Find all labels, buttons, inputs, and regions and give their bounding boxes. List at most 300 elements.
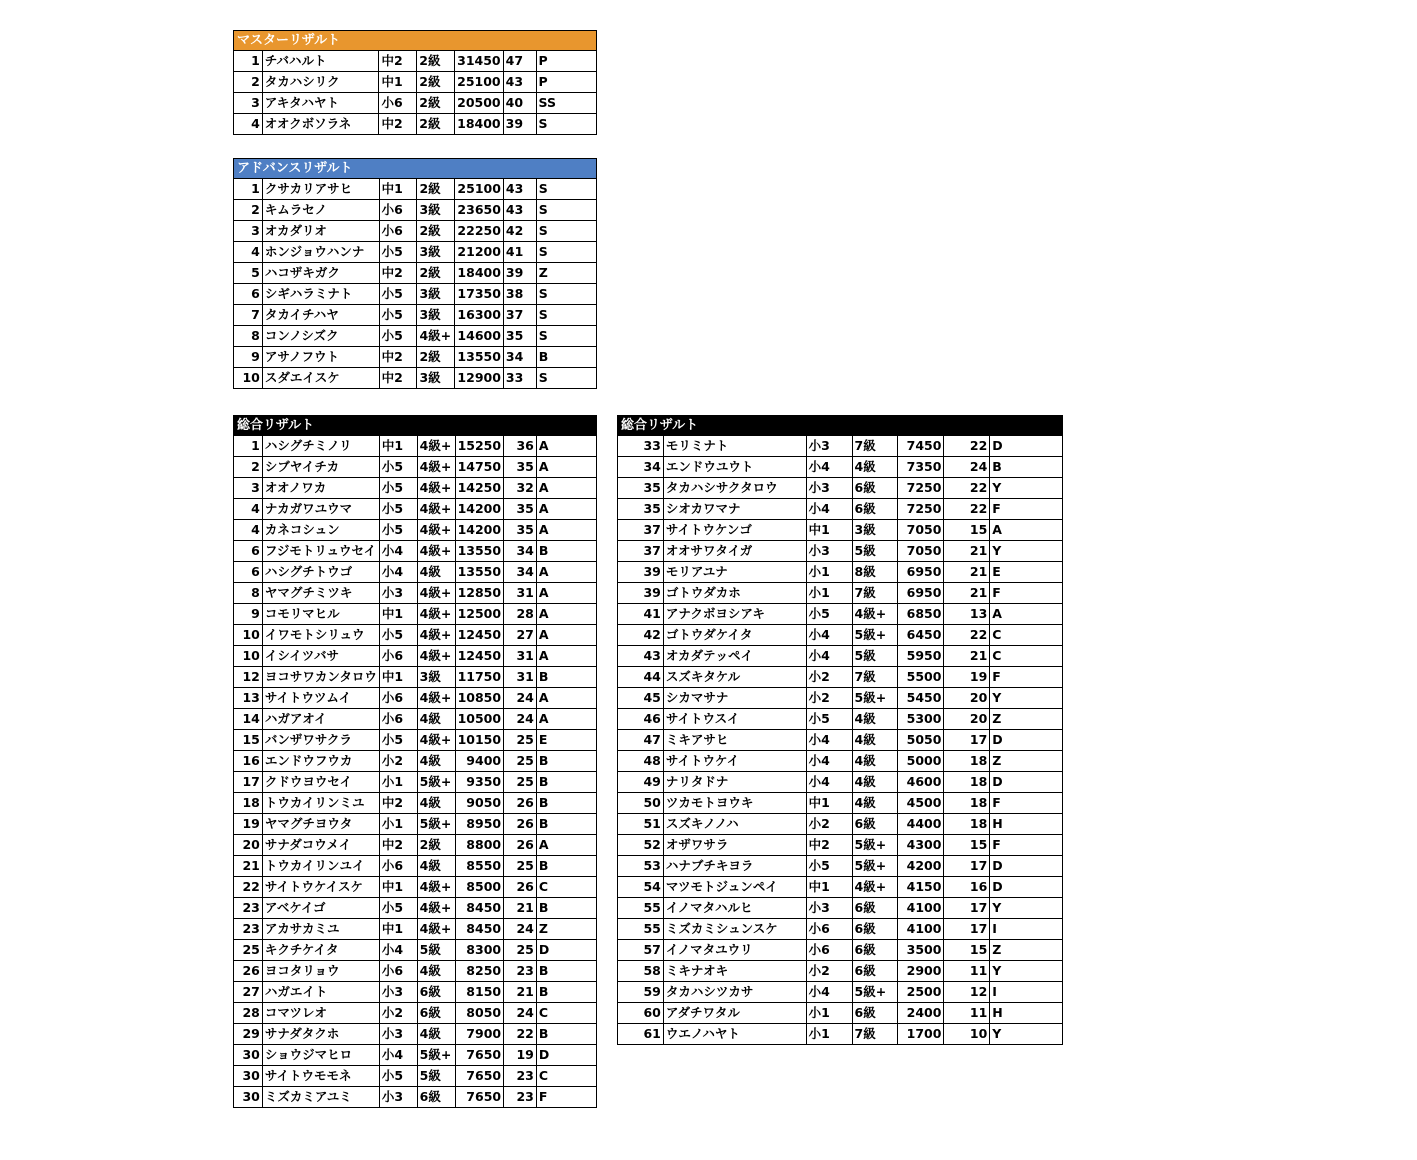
cell-rank: 55 xyxy=(618,919,664,940)
cell-name: トウカイリンミユ xyxy=(262,793,379,814)
cell-rank-letter: B xyxy=(536,898,596,919)
cell-rank: 15 xyxy=(234,730,263,751)
cell-score: 6450 xyxy=(898,625,944,646)
cell-rank: 25 xyxy=(234,940,263,961)
cell-count: 37 xyxy=(503,305,536,326)
cell-score: 12450 xyxy=(455,646,504,667)
cell-name: アキタハヤト xyxy=(262,93,379,114)
cell-count: 43 xyxy=(503,72,536,93)
cell-count: 21 xyxy=(944,646,990,667)
cell-count: 40 xyxy=(503,93,536,114)
table-row xyxy=(234,541,597,562)
cell-level: 4級+ xyxy=(852,877,898,898)
cell-level: 7級 xyxy=(852,667,898,688)
cell-count: 35 xyxy=(504,457,537,478)
cell-name: ハナブチキヨラ xyxy=(663,856,806,877)
cell-grade: 小3 xyxy=(806,898,852,919)
cell-rank-letter: A xyxy=(536,478,596,499)
cell-score: 3500 xyxy=(898,940,944,961)
cell-count: 47 xyxy=(503,51,536,72)
table-row xyxy=(618,877,1063,898)
table-row xyxy=(618,940,1063,961)
cell-score: 14200 xyxy=(455,520,504,541)
cell-level: 2級 xyxy=(417,114,455,135)
cell-rank-letter: A xyxy=(536,625,596,646)
cell-grade: 小4 xyxy=(379,940,417,961)
cell-score: 1700 xyxy=(898,1024,944,1045)
cell-name: ナカガワユウマ xyxy=(262,499,379,520)
cell-rank: 60 xyxy=(618,1003,664,1024)
cell-rank: 39 xyxy=(618,583,664,604)
cell-name: モリミナト xyxy=(663,436,806,457)
cell-score: 7900 xyxy=(455,1024,504,1045)
cell-rank: 37 xyxy=(618,520,664,541)
cell-grade: 中2 xyxy=(379,368,417,389)
cell-name: アサノフウト xyxy=(262,347,379,368)
cell-level: 6級 xyxy=(852,940,898,961)
cell-level: 5級 xyxy=(852,646,898,667)
cell-name: サナダコウメイ xyxy=(262,835,379,856)
cell-rank-letter: I xyxy=(990,982,1063,1003)
cell-score: 18400 xyxy=(455,114,504,135)
cell-count: 22 xyxy=(504,1024,537,1045)
cell-rank: 30 xyxy=(234,1087,263,1108)
cell-score: 4300 xyxy=(898,835,944,856)
cell-level: 4級 xyxy=(852,772,898,793)
table-row xyxy=(618,751,1063,772)
cell-rank: 9 xyxy=(234,347,263,368)
cell-level: 4級+ xyxy=(417,646,455,667)
cell-name: マツモトジュンペイ xyxy=(663,877,806,898)
cell-count: 18 xyxy=(944,793,990,814)
cell-rank-letter: S xyxy=(536,242,596,263)
cell-grade: 小4 xyxy=(379,562,417,583)
table-row xyxy=(234,961,597,982)
cell-rank: 12 xyxy=(234,667,263,688)
cell-name: アカサカミユ xyxy=(262,919,379,940)
cell-rank-letter: E xyxy=(990,562,1063,583)
cell-score: 12850 xyxy=(455,583,504,604)
cell-level: 2級 xyxy=(417,263,455,284)
cell-grade: 小6 xyxy=(379,200,417,221)
cell-score: 7250 xyxy=(898,478,944,499)
cell-count: 26 xyxy=(504,877,537,898)
cell-rank-letter: D xyxy=(990,730,1063,751)
cell-rank-letter: A xyxy=(990,520,1063,541)
cell-count: 24 xyxy=(504,1003,537,1024)
cell-score: 5950 xyxy=(898,646,944,667)
cell-name: ホンジョウハンナ xyxy=(262,242,379,263)
cell-grade: 小5 xyxy=(379,305,417,326)
cell-grade: 小2 xyxy=(379,1003,417,1024)
cell-count: 15 xyxy=(944,520,990,541)
table-row xyxy=(234,284,597,305)
cell-count: 25 xyxy=(504,730,537,751)
cell-name: コンノシズク xyxy=(262,326,379,347)
cell-level: 4級 xyxy=(417,1024,455,1045)
table-row xyxy=(618,1024,1063,1045)
cell-name: イノマタハルヒ xyxy=(663,898,806,919)
cell-score: 10850 xyxy=(455,688,504,709)
cell-rank: 53 xyxy=(618,856,664,877)
cell-count: 18 xyxy=(944,772,990,793)
cell-name: ミキアサヒ xyxy=(663,730,806,751)
table-row xyxy=(234,898,597,919)
cell-rank-letter: P xyxy=(536,72,597,93)
cell-rank: 33 xyxy=(618,436,664,457)
cell-score: 7250 xyxy=(898,499,944,520)
cell-name: イシイツバサ xyxy=(262,646,379,667)
cell-grade: 中2 xyxy=(379,263,417,284)
cell-name: ハガアオイ xyxy=(262,709,379,730)
cell-grade: 小5 xyxy=(379,457,417,478)
cell-grade: 小6 xyxy=(806,940,852,961)
cell-name: アナクボヨシアキ xyxy=(663,604,806,625)
cell-grade: 小1 xyxy=(806,583,852,604)
cell-level: 6級 xyxy=(852,919,898,940)
cell-score: 17350 xyxy=(455,284,504,305)
cell-rank-letter: A xyxy=(536,709,596,730)
cell-name: ウエノハヤト xyxy=(663,1024,806,1045)
table-row xyxy=(618,898,1063,919)
cell-grade: 中2 xyxy=(379,114,417,135)
cell-rank: 42 xyxy=(618,625,664,646)
cell-name: タカイチハヤ xyxy=(262,305,379,326)
cell-rank: 5 xyxy=(234,263,263,284)
table-row xyxy=(618,604,1063,625)
cell-rank-letter: Y xyxy=(990,1024,1063,1045)
cell-rank-letter: F xyxy=(990,583,1063,604)
cell-grade: 小5 xyxy=(379,242,417,263)
table-row xyxy=(234,221,597,242)
cell-grade: 小6 xyxy=(379,856,417,877)
master-results-title: マスターリザルト xyxy=(233,30,597,50)
cell-level: 4級 xyxy=(417,562,455,583)
cell-rank: 3 xyxy=(234,93,263,114)
cell-rank-letter: A xyxy=(990,604,1063,625)
cell-level: 5級+ xyxy=(417,772,455,793)
cell-grade: 小6 xyxy=(379,688,417,709)
cell-score: 6950 xyxy=(898,583,944,604)
cell-grade: 小5 xyxy=(379,730,417,751)
cell-name: エンドウユウト xyxy=(663,457,806,478)
cell-count: 42 xyxy=(503,221,536,242)
cell-level: 4級+ xyxy=(417,688,455,709)
cell-count: 38 xyxy=(503,284,536,305)
cell-count: 20 xyxy=(944,709,990,730)
cell-score: 8300 xyxy=(455,940,504,961)
cell-score: 5000 xyxy=(898,751,944,772)
cell-grade: 小5 xyxy=(379,1066,417,1087)
cell-rank-letter: C xyxy=(990,646,1063,667)
cell-level: 3級 xyxy=(417,284,455,305)
cell-level: 6級 xyxy=(852,961,898,982)
cell-score: 4100 xyxy=(898,919,944,940)
table-row xyxy=(234,940,597,961)
cell-level: 6級 xyxy=(852,898,898,919)
cell-grade: 小1 xyxy=(379,772,417,793)
cell-rank-letter: S xyxy=(536,200,596,221)
cell-level: 4級+ xyxy=(417,898,455,919)
cell-rank: 49 xyxy=(618,772,664,793)
cell-score: 31450 xyxy=(455,51,504,72)
cell-level: 2級 xyxy=(417,835,455,856)
cell-score: 7050 xyxy=(898,520,944,541)
cell-grade: 小5 xyxy=(806,709,852,730)
cell-grade: 小5 xyxy=(379,326,417,347)
table-row xyxy=(618,856,1063,877)
table-row xyxy=(618,961,1063,982)
cell-grade: 中1 xyxy=(806,793,852,814)
cell-grade: 小4 xyxy=(806,730,852,751)
cell-rank: 6 xyxy=(234,541,263,562)
cell-level: 4級 xyxy=(417,709,455,730)
table-row xyxy=(618,667,1063,688)
cell-rank-letter: C xyxy=(990,625,1063,646)
cell-count: 36 xyxy=(504,436,537,457)
cell-count: 33 xyxy=(503,368,536,389)
cell-grade: 小2 xyxy=(806,814,852,835)
cell-grade: 小5 xyxy=(806,856,852,877)
cell-rank: 9 xyxy=(234,604,263,625)
cell-rank: 59 xyxy=(618,982,664,1003)
cell-count: 27 xyxy=(504,625,537,646)
table-row xyxy=(234,51,597,72)
cell-count: 28 xyxy=(504,604,537,625)
cell-rank-letter: A xyxy=(536,835,596,856)
cell-level: 2級 xyxy=(417,221,455,242)
cell-level: 4級 xyxy=(852,709,898,730)
cell-score: 12450 xyxy=(455,625,504,646)
cell-name: シブヤイチカ xyxy=(262,457,379,478)
cell-rank: 3 xyxy=(234,478,263,499)
cell-name: サイトウケイスケ xyxy=(262,877,379,898)
cell-score: 4600 xyxy=(898,772,944,793)
cell-name: サナダタクホ xyxy=(262,1024,379,1045)
cell-score: 7650 xyxy=(455,1087,504,1108)
cell-count: 11 xyxy=(944,961,990,982)
cell-rank: 34 xyxy=(618,457,664,478)
table-row xyxy=(234,583,597,604)
cell-level: 4級 xyxy=(852,457,898,478)
cell-rank-letter: I xyxy=(990,919,1063,940)
cell-rank: 21 xyxy=(234,856,263,877)
cell-grade: 小4 xyxy=(379,1045,417,1066)
table-row xyxy=(234,72,597,93)
cell-rank: 6 xyxy=(234,562,263,583)
cell-grade: 小1 xyxy=(806,1003,852,1024)
cell-level: 6級 xyxy=(417,1003,455,1024)
cell-rank: 48 xyxy=(618,751,664,772)
cell-rank: 1 xyxy=(234,436,263,457)
cell-score: 5050 xyxy=(898,730,944,751)
cell-rank-letter: F xyxy=(990,793,1063,814)
cell-grade: 小5 xyxy=(379,520,417,541)
table-row xyxy=(234,856,597,877)
cell-count: 24 xyxy=(504,919,537,940)
master-results-table xyxy=(233,50,597,135)
cell-level: 3級 xyxy=(852,520,898,541)
cell-grade: 小6 xyxy=(379,93,417,114)
table-row xyxy=(618,919,1063,940)
cell-count: 21 xyxy=(504,898,537,919)
cell-level: 3級 xyxy=(417,667,455,688)
table-row xyxy=(234,835,597,856)
cell-score: 13550 xyxy=(455,347,504,368)
cell-level: 4級+ xyxy=(417,919,455,940)
cell-rank-letter: Z xyxy=(990,751,1063,772)
cell-rank-letter: E xyxy=(536,730,596,751)
cell-count: 11 xyxy=(944,1003,990,1024)
cell-name: ハシグチミノリ xyxy=(262,436,379,457)
table-row xyxy=(234,436,597,457)
cell-score: 23650 xyxy=(455,200,504,221)
cell-level: 6級 xyxy=(852,814,898,835)
cell-count: 10 xyxy=(944,1024,990,1045)
cell-count: 18 xyxy=(944,751,990,772)
cell-score: 13550 xyxy=(455,541,504,562)
cell-grade: 小5 xyxy=(379,898,417,919)
cell-score: 11750 xyxy=(455,667,504,688)
table-row xyxy=(234,919,597,940)
cell-rank: 7 xyxy=(234,305,263,326)
cell-score: 8500 xyxy=(455,877,504,898)
table-row xyxy=(618,688,1063,709)
table-row xyxy=(234,242,597,263)
cell-name: クサカリアサヒ xyxy=(262,179,379,200)
cell-rank-letter: S xyxy=(536,114,597,135)
cell-name: オカダテッペイ xyxy=(663,646,806,667)
cell-count: 31 xyxy=(504,667,537,688)
cell-rank: 27 xyxy=(234,982,263,1003)
cell-rank-letter: D xyxy=(536,940,596,961)
table-row xyxy=(234,200,597,221)
cell-rank: 50 xyxy=(618,793,664,814)
cell-rank: 55 xyxy=(618,898,664,919)
cell-count: 15 xyxy=(944,835,990,856)
table-row xyxy=(234,709,597,730)
cell-grade: 小4 xyxy=(806,457,852,478)
cell-count: 16 xyxy=(944,877,990,898)
cell-rank-letter: C xyxy=(536,1066,596,1087)
cell-rank: 45 xyxy=(618,688,664,709)
cell-grade: 中1 xyxy=(379,667,417,688)
cell-count: 39 xyxy=(503,114,536,135)
cell-score: 14250 xyxy=(455,478,504,499)
cell-score: 14200 xyxy=(455,499,504,520)
cell-score: 16300 xyxy=(455,305,504,326)
cell-score: 6950 xyxy=(898,562,944,583)
overall-results-left-block xyxy=(233,415,597,1108)
cell-rank: 1 xyxy=(234,51,263,72)
cell-count: 25 xyxy=(504,772,537,793)
cell-count: 18 xyxy=(944,814,990,835)
cell-score: 5500 xyxy=(898,667,944,688)
table-row xyxy=(234,772,597,793)
cell-count: 34 xyxy=(503,347,536,368)
cell-name: フジモトリュウセイ xyxy=(262,541,379,562)
cell-score: 7650 xyxy=(455,1066,504,1087)
table-row xyxy=(234,730,597,751)
table-row xyxy=(618,520,1063,541)
cell-level: 5級+ xyxy=(417,814,455,835)
cell-grade: 小3 xyxy=(379,1087,417,1108)
cell-name: タカハシリク xyxy=(262,72,379,93)
cell-rank-letter: A xyxy=(536,457,596,478)
cell-rank-letter: F xyxy=(536,1087,596,1108)
cell-count: 24 xyxy=(504,688,537,709)
cell-count: 19 xyxy=(504,1045,537,1066)
cell-rank: 2 xyxy=(234,72,263,93)
cell-name: サイトウケイ xyxy=(663,751,806,772)
table-row xyxy=(234,793,597,814)
cell-rank-letter: S xyxy=(536,221,596,242)
cell-rank-letter: D xyxy=(990,772,1063,793)
cell-level: 4級 xyxy=(852,751,898,772)
cell-rank-letter: B xyxy=(536,814,596,835)
cell-grade: 小4 xyxy=(806,646,852,667)
cell-level: 6級 xyxy=(852,1003,898,1024)
cell-grade: 中1 xyxy=(379,72,417,93)
cell-level: 6級 xyxy=(852,499,898,520)
cell-score: 7050 xyxy=(898,541,944,562)
cell-rank: 30 xyxy=(234,1066,263,1087)
table-row xyxy=(618,436,1063,457)
cell-name: サイトウツムイ xyxy=(262,688,379,709)
table-row xyxy=(234,114,597,135)
cell-grade: 小5 xyxy=(379,478,417,499)
cell-rank-letter: Z xyxy=(990,940,1063,961)
cell-name: イノマタユウリ xyxy=(663,940,806,961)
cell-name: モリアユナ xyxy=(663,562,806,583)
cell-rank-letter: Z xyxy=(536,919,596,940)
cell-score: 4200 xyxy=(898,856,944,877)
cell-rank: 1 xyxy=(234,179,263,200)
cell-score: 6850 xyxy=(898,604,944,625)
cell-rank-letter: A xyxy=(536,436,596,457)
cell-grade: 小1 xyxy=(806,562,852,583)
cell-count: 25 xyxy=(504,856,537,877)
cell-score: 25100 xyxy=(455,179,504,200)
cell-rank: 17 xyxy=(234,772,263,793)
cell-grade: 小3 xyxy=(806,436,852,457)
cell-name: ナリタドナ xyxy=(663,772,806,793)
cell-rank-letter: C xyxy=(536,877,596,898)
cell-grade: 小6 xyxy=(379,221,417,242)
cell-grade: 小2 xyxy=(806,667,852,688)
cell-rank: 16 xyxy=(234,751,263,772)
table-row xyxy=(618,709,1063,730)
cell-level: 4級+ xyxy=(417,625,455,646)
cell-level: 5級+ xyxy=(417,1045,455,1066)
master-results-block xyxy=(233,30,597,135)
cell-count: 23 xyxy=(504,961,537,982)
cell-rank-letter: A xyxy=(536,562,596,583)
cell-grade: 小5 xyxy=(379,625,417,646)
cell-level: 5級+ xyxy=(852,982,898,1003)
cell-grade: 小3 xyxy=(379,1024,417,1045)
cell-grade: 中1 xyxy=(379,919,417,940)
cell-rank: 43 xyxy=(618,646,664,667)
cell-rank-letter: H xyxy=(990,814,1063,835)
cell-grade: 小2 xyxy=(379,751,417,772)
cell-rank: 37 xyxy=(618,541,664,562)
table-row xyxy=(618,835,1063,856)
cell-rank-letter: B xyxy=(536,982,596,1003)
cell-count: 25 xyxy=(504,940,537,961)
cell-level: 7級 xyxy=(852,1024,898,1045)
cell-rank-letter: H xyxy=(990,1003,1063,1024)
